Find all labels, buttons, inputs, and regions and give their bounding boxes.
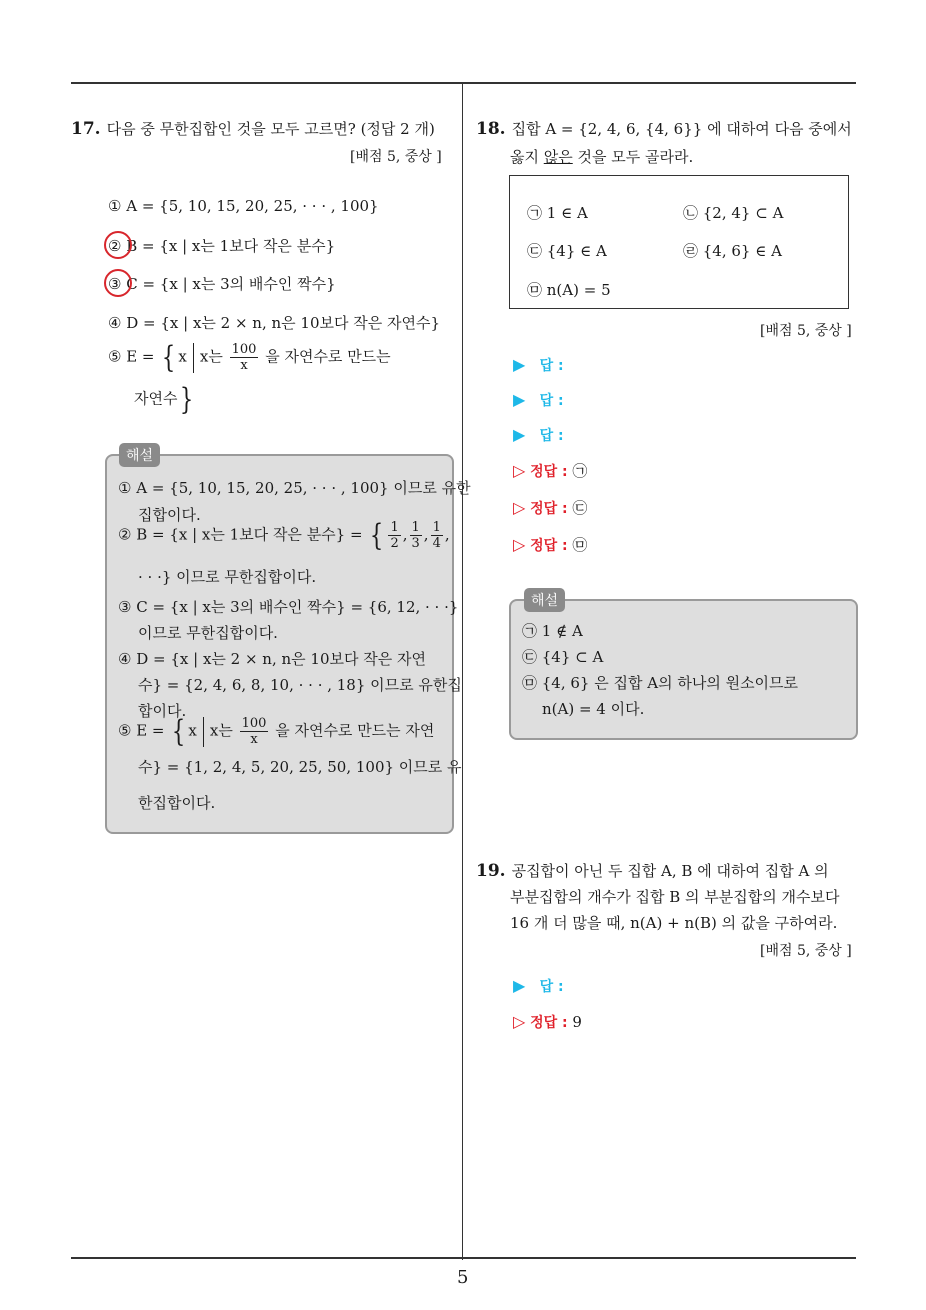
right-brace-icon: } [180, 382, 194, 417]
q18-item-2[interactable]: ㉡ {2, 4} ⊂ A [683, 204, 784, 222]
q18-expl-1: ㉠ 1 ∉ A [522, 622, 583, 640]
q17-expl-l8: 수} = {2, 4, 6, 8, 10, · · · , 18} 이므로 유한집 [138, 676, 462, 694]
q18-answer-row-1[interactable]: ▶ 답 : [513, 355, 564, 374]
q18-expl-3: ㉤ {4, 6} 은 집합 A의 하나의 원소이므로 [522, 674, 799, 692]
outline-arrow-icon: ▷ [513, 461, 526, 480]
q18-question [476, 118, 852, 139]
q17-option-3-mark-circle-icon [104, 269, 132, 297]
q19-correct-row: ▷ 정답 : 9 [513, 1012, 582, 1031]
q17-text: 다음 중 무한집합인 것을 모두 고르면? (정답 2 개) [106, 120, 435, 138]
q19-number: 19. [476, 861, 506, 881]
q17-question [71, 118, 435, 139]
q17-expl-l4: · · ·} 이므로 무한집합이다. [138, 568, 317, 586]
play-arrow-icon: ▶ [513, 425, 526, 444]
q17-expl-l10: ⑤ E = { x x는 $\frac{100}{x}$ 을 자연수로 만드는 자연 [118, 714, 435, 749]
q17-expl-l1: ① A = {5, 10, 15, 20, 25, · · · , 100} 이므로 유한 [118, 479, 471, 497]
outline-arrow-icon: ▷ [513, 498, 526, 517]
q17-expl-l7: ④ D = {x | x는 2 × n, n은 10보다 작은 자연 [118, 650, 426, 668]
q17-expl-l6: 이므로 무한집합이다. [138, 624, 278, 642]
q18-answer-row-3[interactable]: ▶ 답 : [513, 425, 564, 444]
q18-score: [배점 5, 중상 ] [760, 323, 852, 339]
q17-option-1[interactable]: ① A = {5, 10, 15, 20, 25, · · · , 100} [108, 197, 379, 215]
set-bar [203, 717, 204, 747]
q17-expl-l5: ③ C = {x | x는 3의 배수인 짝수} = {6, 12, · · ·} [118, 598, 459, 616]
top-rule [71, 82, 856, 84]
q17-explanation-tag: 해설 [119, 443, 160, 467]
q17-expl-l11: 수} = {1, 2, 4, 5, 20, 25, 50, 100} 이므로 유 [138, 758, 462, 776]
q17-option-2[interactable]: ② B = {x | x는 1보다 작은 분수} [108, 237, 336, 255]
set-bar [193, 343, 194, 373]
play-arrow-icon: ▶ [513, 976, 526, 995]
q18-item-4[interactable]: ㉣ {4, 6} ∈ A [683, 242, 782, 260]
q17-option-3[interactable]: ③ C = {x | x는 3의 배수인 짝수} [108, 275, 336, 293]
q19-score: [배점 5, 중상 ] [760, 943, 852, 959]
q19-question [476, 860, 829, 881]
q17-number: 17. [71, 119, 101, 139]
q18-item-1[interactable]: ㉠ 1 ∈ A [527, 204, 588, 222]
left-brace-icon: { [370, 518, 384, 553]
q17-expl-l2: 집합이다. [138, 506, 201, 524]
left-brace-icon: { [172, 714, 186, 749]
q17-opt5-tail: 자연수 [134, 389, 178, 408]
q18-expl-4: n(A) = 4 이다. [542, 700, 645, 718]
q18-expl-2: ㉢ {4} ⊂ A [522, 648, 604, 666]
q17-expl-l3: ② B = {x | x는 1보다 작은 분수} = { $\frac{1}{2}$ , $\frac{1}{3}$ , $\frac{1}{4}$ , [118, 518, 450, 553]
q17-option-5-cont [134, 382, 197, 417]
outline-arrow-icon: ▷ [513, 1012, 526, 1031]
outline-arrow-icon: ▷ [513, 535, 526, 554]
q18-line2: 옳지 않은 것을 모두 골라라. [510, 148, 694, 166]
q17-opt5-lead: ⑤ E = [108, 347, 155, 366]
q18-item-5[interactable]: ㉤ n(A) = 5 [527, 281, 611, 299]
q17-score: [배점 5, 중상 ] [350, 149, 442, 165]
q17-opt5-var: x [178, 347, 187, 366]
q19-answer-row[interactable]: ▶ 답 : [513, 976, 564, 995]
play-arrow-icon: ▶ [513, 355, 526, 374]
column-divider [462, 83, 463, 1260]
q19-line1: 공집합이 아닌 두 집합 A, B 에 대하여 집합 A 의 [511, 862, 829, 880]
q18-answer-row-2[interactable]: ▶ 답 : [513, 390, 564, 409]
q18-correct-row-2: ▷ 정답 : ㉢ [513, 498, 588, 517]
bottom-rule [71, 1257, 856, 1259]
q18-line1: 집합 A = {2, 4, 6, {4, 6}} 에 대하여 다음 중에서 [511, 120, 852, 138]
q17-opt5-fraction: $\frac{100}{x}$ [231, 342, 257, 373]
q17-option-4[interactable]: ④ D = {x | x는 2 × n, n은 10보다 작은 자연수} [108, 314, 441, 332]
q18-item-3[interactable]: ㉢ {4} ∈ A [527, 242, 607, 260]
q17-opt5-cond: x는 [199, 347, 223, 366]
q17-opt5-rest: 을 자연수로 만드는 [265, 347, 391, 366]
q18-number: 18. [476, 119, 506, 139]
q18-explanation-tag: 해설 [524, 588, 565, 612]
q17-option-5[interactable] [108, 340, 391, 375]
page-number: 5 [457, 1267, 469, 1288]
play-arrow-icon: ▶ [513, 390, 526, 409]
q18-correct-row-3: ▷ 정답 : ㉤ [513, 535, 588, 554]
q18-correct-row-1: ▷ 정답 : ㉠ [513, 461, 588, 480]
q17-expl-l12: 한집합이다. [138, 794, 216, 812]
q19-line3: 16 개 더 많을 때, n(A) + n(B) 의 값을 구하여라. [510, 914, 838, 932]
q19-line2: 부분집합의 개수가 집합 B 의 부분집합의 개수보다 [510, 888, 840, 906]
q17-option-2-mark-circle-icon [104, 231, 132, 259]
q17-expl-l9: 합이다. [138, 702, 187, 720]
left-brace-icon: { [162, 340, 176, 375]
